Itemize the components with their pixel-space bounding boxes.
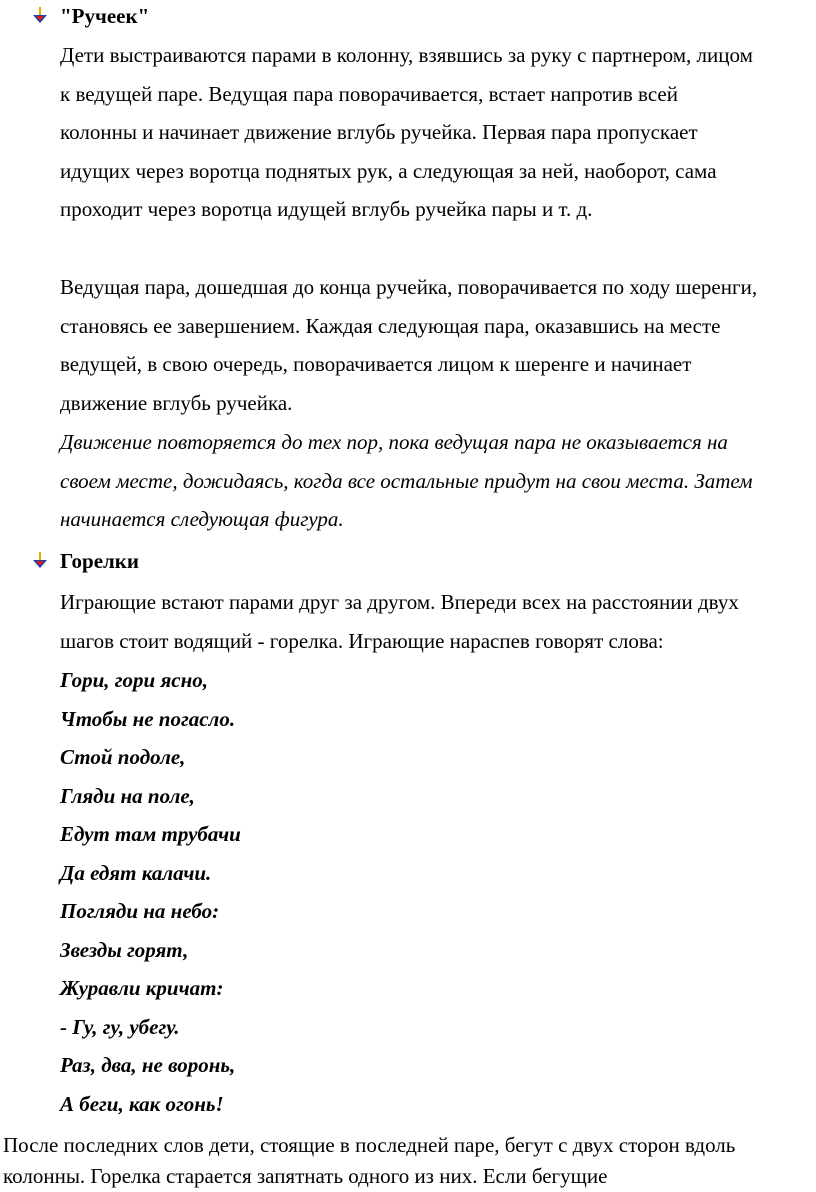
- rucheek-paragraph-1: [60, 36, 816, 229]
- poem-line: А беги, как огонь!: [60, 1091, 224, 1116]
- text-line: шагов стоит водящий - горелка. Играющие нараспев говорят слова:: [60, 628, 664, 653]
- text-line: Дети выстраиваются парами в колонну, взявшись за руку с партнером, лицом: [60, 43, 753, 67]
- arrow-bullet-icon: [30, 6, 50, 26]
- text-line: После последних слов дети, стоящие в последней паре, бегут с двух сторон вдоль: [3, 1133, 736, 1157]
- text-line: движение вглубь ручейка.: [60, 390, 293, 415]
- rucheek-italic-paragraph: [60, 423, 816, 539]
- poem-line: Гляди на поле,: [60, 783, 195, 808]
- poem-line: Едут там трубачи: [60, 822, 241, 846]
- closing-paragraph: [3, 1130, 759, 1192]
- gorelki-intro: [60, 583, 816, 660]
- section-title: Горелки: [60, 549, 139, 573]
- text-line: проходит через воротца идущей вглубь ручейка пары и т. д.: [60, 197, 593, 221]
- text-line: Движение повторяется до тех пор, пока ведущая пара не оказывается на: [60, 430, 728, 454]
- text-line: к ведущей паре. Ведущая пара поворачивается, встает напротив всей: [60, 81, 678, 106]
- poem-line: Чтобы не погасло.: [60, 706, 236, 731]
- text-line: становясь ее завершением. Каждая следующая пара, оказавшись на месте: [60, 313, 721, 338]
- poem-line: Да едят калачи.: [60, 860, 212, 885]
- text-line: колонны и начинает движение вглубь ручейка. Первая пара пропускает: [60, 120, 698, 144]
- poem-line: Гори, гори ясно,: [60, 668, 209, 692]
- text-line: начинается следующая фигура.: [60, 507, 344, 531]
- text-line: своем месте, дожидаясь, когда все остальные придут на свои места. Затем: [60, 468, 753, 493]
- poem-line: Погляди на небо:: [60, 899, 220, 923]
- text-line: идущих через воротца поднятых рук, а следующая за ней, наоборот, сама: [60, 158, 717, 183]
- text-line: колонны. Горелка старается запятнать одного из них. Если бегущие: [3, 1164, 608, 1188]
- text-line: Ведущая пара, дошедшая до конца ручейка, поворачивается по ходу шеренги,: [60, 275, 758, 299]
- poem-line: Стой подоле,: [60, 745, 186, 769]
- section-title: "Ручеек": [60, 4, 150, 28]
- section-heading-rucheek: [30, 4, 149, 28]
- poem-line: - Гу, гу, убегу.: [60, 1014, 180, 1039]
- poem-line: Раз, два, не воронь,: [60, 1053, 236, 1077]
- poem-line: Звезды горят,: [60, 937, 189, 962]
- text-line: ведущей, в свою очередь, поворачивается лицом к шеренге и начинает: [60, 352, 692, 376]
- rucheek-paragraph-2: [60, 268, 816, 422]
- poem-line: Журавли кричат:: [60, 976, 224, 1000]
- arrow-bullet-icon: [30, 551, 50, 571]
- text-line: Играющие встают парами друг за другом. Впереди всех на расстоянии двух: [60, 590, 739, 614]
- section-heading-gorelki: [30, 549, 139, 573]
- gorelki-poem: [60, 661, 816, 1123]
